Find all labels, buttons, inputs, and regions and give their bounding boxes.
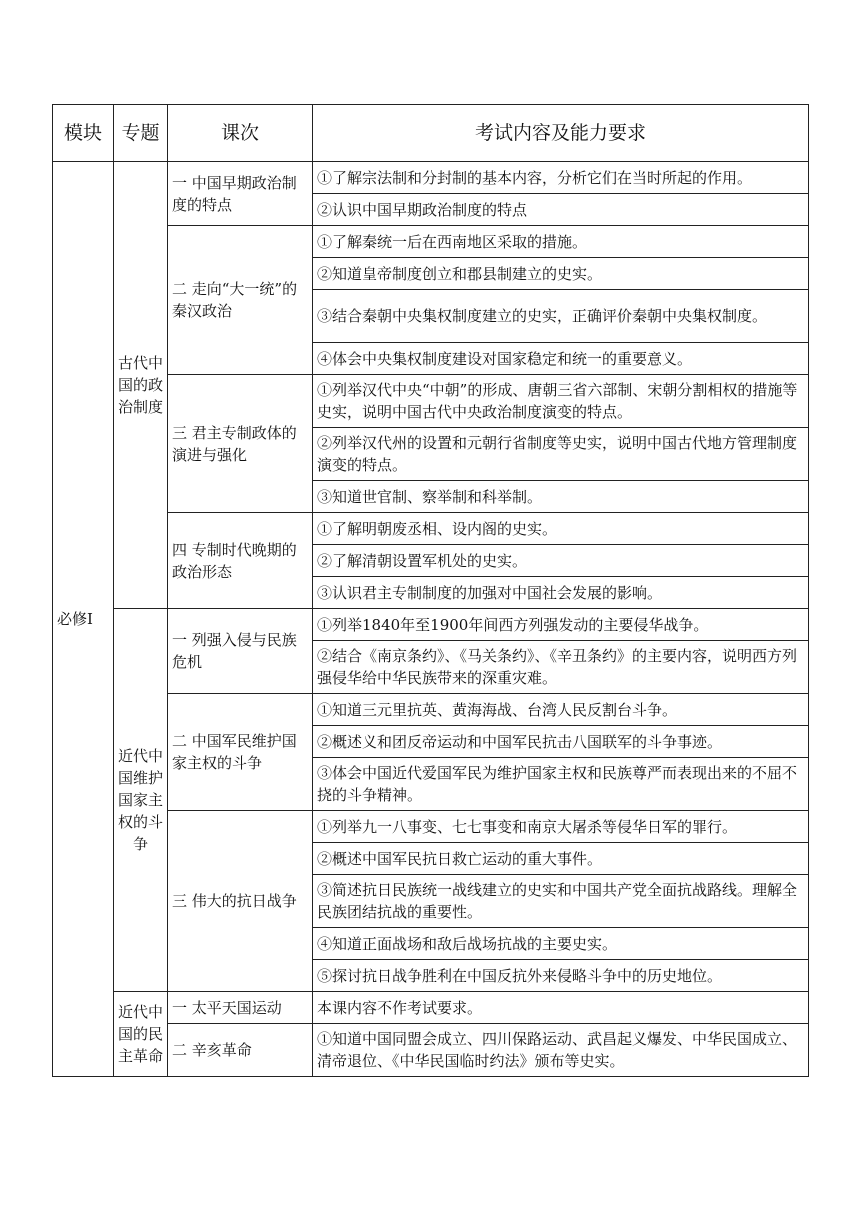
requirement-item: ②认识中国早期政治制度的特点: [313, 194, 809, 226]
header-requirements: 考试内容及能力要求: [313, 105, 809, 162]
lesson-cell: 一 太平天国运动: [168, 992, 313, 1024]
topic-cell: 近代中国维护国家主权的斗争: [114, 609, 168, 992]
requirement-item: 本课内容不作考试要求。: [313, 992, 809, 1024]
requirement-item: ③简述抗日民族统一战线建立的史实和中国共产党全面抗战路线。理解全民族团结抗战的重要性。: [313, 875, 809, 928]
requirement-item: ①列举九一八事变、七七事变和南京大屠杀等侵华日军的罪行。: [313, 811, 809, 843]
requirement-item: ②列举汉代州的设置和元朝行省制度等史实，说明中国古代地方管理制度演变的特点。: [313, 428, 809, 481]
requirement-item: ①列举1840年至1900年间西方列强发动的主要侵华战争。: [313, 609, 809, 641]
lesson-cell: 二 走向“大一统”的秦汉政治: [168, 226, 313, 375]
requirement-item: ④知道正面战场和敌后战场抗战的主要史实。: [313, 928, 809, 960]
requirement-item: ①列举汉代中央“中朝”的形成、唐朝三省六部制、宋朝分割相权的措施等史实，说明中国古代中央政治制度演变的特点。: [313, 375, 809, 428]
requirement-item: ③结合秦朝中央集权制度建立的史实，正确评价秦朝中央集权制度。: [313, 290, 809, 343]
requirement-item: ③认识君主专制制度的加强对中国社会发展的影响。: [313, 577, 809, 609]
requirement-item: ④体会中央集权制度建设对国家稳定和统一的重要意义。: [313, 343, 809, 375]
lesson-cell: 三 君主专制政体的演进与强化: [168, 375, 313, 513]
requirement-item: ③体会中国近代爱国军民为维护国家主权和民族尊严而表现出来的不屈不挠的斗争精神。: [313, 758, 809, 811]
lesson-cell: 一 列强入侵与民族危机: [168, 609, 313, 694]
header-row: [53, 105, 809, 162]
lesson-cell: 三 伟大的抗日战争: [168, 811, 313, 992]
requirement-item: ③知道世官制、察举制和科举制。: [313, 481, 809, 513]
requirement-item: ①了解宗法制和分封制的基本内容，分析它们在当时所起的作用。: [313, 162, 809, 194]
requirement-item: ②概述中国军民抗日救亡运动的重大事件。: [313, 843, 809, 875]
requirement-item: ①了解明朝废丞相、设内阁的史实。: [313, 513, 809, 545]
header-module: 模块: [53, 105, 114, 162]
topic-cell: 近代中国的民主革命: [114, 992, 168, 1077]
requirement-item: ⑤探讨抗日战争胜利在中国反抗外来侵略斗争中的历史地位。: [313, 960, 809, 992]
lesson-cell: 一 中国早期政治制度的特点: [168, 162, 313, 226]
module-cell: 必修Ⅰ: [53, 162, 114, 1077]
requirement-item: ②知道皇帝制度创立和郡县制建立的史实。: [313, 258, 809, 290]
syllabus-table: [52, 104, 809, 1077]
topic-cell: 古代中国的政治制度: [114, 162, 168, 609]
lesson-cell: 二 中国军民维护国家主权的斗争: [168, 694, 313, 811]
requirement-item: ①知道三元里抗英、黄海海战、台湾人民反割台斗争。: [313, 694, 809, 726]
requirement-item: ②结合《南京条约》、《马关条约》、《辛丑条约》的主要内容，说明西方列强侵华给中华民族带来的深重灾难。: [313, 641, 809, 694]
header-topic: 专题: [114, 105, 168, 162]
requirement-item: ②了解清朝设置军机处的史实。: [313, 545, 809, 577]
requirement-item: ①了解秦统一后在西南地区采取的措施。: [313, 226, 809, 258]
requirement-item: ②概述义和团反帝运动和中国军民抗击八国联军的斗争事迹。: [313, 726, 809, 758]
lesson-cell: 二 辛亥革命: [168, 1024, 313, 1077]
requirement-item: ①知道中国同盟会成立、四川保路运动、武昌起义爆发、中华民国成立、清帝退位、《中华民国临时约法》颁布等史实。: [313, 1024, 809, 1077]
lesson-cell: 四 专制时代晚期的政治形态: [168, 513, 313, 609]
header-lesson: 课次: [168, 105, 313, 162]
